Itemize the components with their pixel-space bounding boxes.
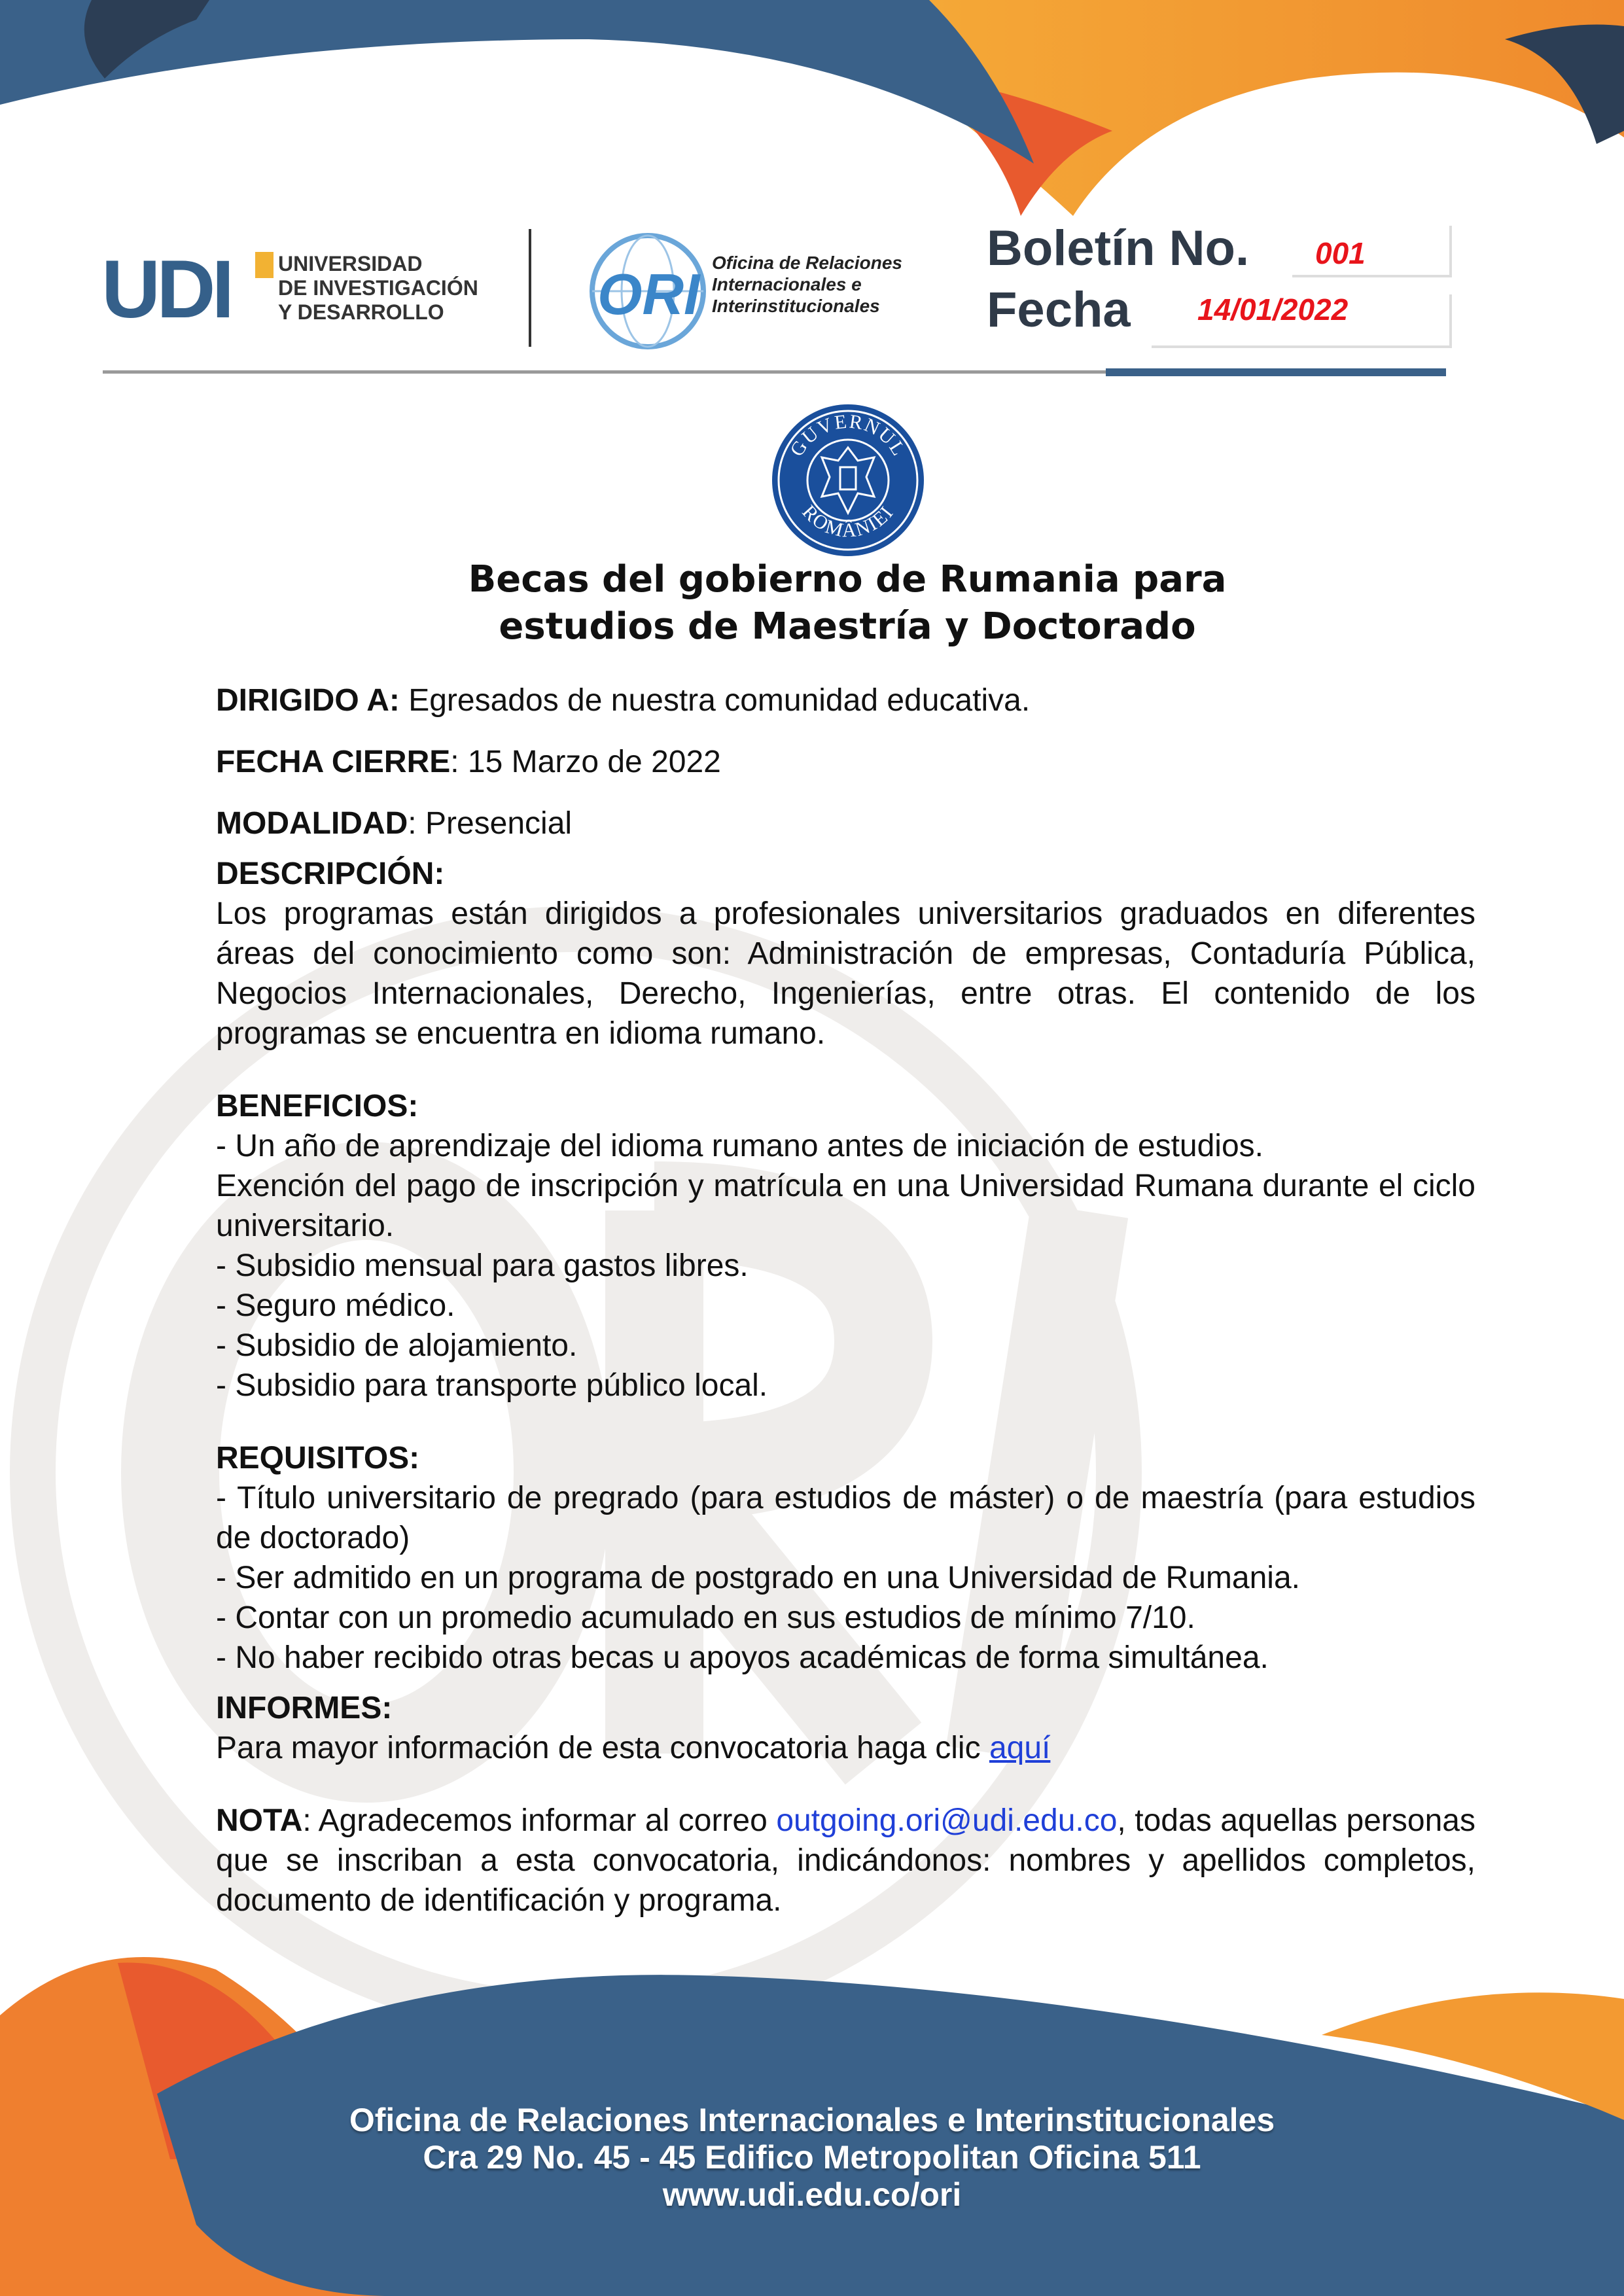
list-item: - Seguro médico. [216,1288,455,1323]
header-rule-accent [1106,368,1446,376]
field-modalidad [216,804,1475,843]
informes-link[interactable]: aquí [989,1731,1051,1765]
title-line: estudios de Maestría y Doctorado [499,605,1196,648]
list-item: - Ser admitido en un programa de postgrado en una Universidad de Rumania. [216,1561,1300,1595]
footer-address: Cra 29 No. 45 - 45 Edifico Metropolitan Oficina 511 [423,2139,1201,2176]
ori-mark: ORI [597,262,700,327]
list-item: - Un año de aprendizaje del idioma rumano antes de iniciación de estudios. [216,1129,1263,1163]
udi-logo-accent [255,252,274,278]
descripcion-text: Los programas están dirigidos a profesionales universitarios graduados en diferentes áreas del conocimiento como son: Administración de empresas, Contaduría Pública, Negocios Internacionales, Derecho, Ingenierías, entre otras. El contenido de los programas se encuentra en idioma rumano. [216,896,1475,1051]
ori-globe-icon [586,222,710,353]
list-item: - Subsidio de alojamiento. [216,1328,578,1363]
section-descripcion [216,854,1475,1053]
svg-text:GUVERNUL: GUVERNUL [786,410,910,461]
list-item: - Título universitario de pregrado (para estudios de máster) o de maestría (para estudios de doctorado) [216,1481,1475,1555]
dirigido-value: Egresados de nuestra comunidad educativa. [399,683,1031,718]
ori-line: Internacionales e [712,274,862,294]
list-item: Exención del pago de inscripción y matrícula en una Universidad Rumana durante el ciclo universitario. [216,1169,1475,1243]
field-fecha-cierre [216,742,1475,782]
section-beneficios [216,1086,1475,1405]
modalidad-value: : Presencial [408,806,573,841]
udi-line: UNIVERSIDAD [278,252,423,275]
title-line: Becas del gobierno de Rumania para [468,558,1227,601]
list-item: - Subsidio mensual para gastos libres. [216,1248,749,1283]
modalidad-label: MODALIDAD [216,806,408,841]
nota-text: , todas aquellas personas que se inscriban a esta convocatoria, indicándonos: nombres y apellidos completos, documento de identificación y programa. [216,1803,1476,1918]
fecha-label: Fecha [987,282,1131,338]
list-item: - Contar con un promedio acumulado en sus estudios de mínimo 7/10. [216,1600,1195,1635]
ori-logo-text [712,252,902,317]
cierre-value: : 15 Marzo de 2022 [450,745,721,779]
nota-label: NOTA [216,1803,303,1838]
section-requisitos [216,1438,1475,1678]
udi-line: Y DESARROLLO [278,300,444,324]
field-dirigido [216,680,1475,720]
body-content [216,680,1475,1920]
header-rule [103,370,1110,374]
footer [0,2102,1624,2214]
footer-website[interactable]: www.udi.edu.co/ori [662,2176,962,2213]
footer-office: Oficina de Relaciones Internacionales e Interinstitucionales [349,2102,1275,2138]
udi-line: DE INVESTIGACIÓN [278,276,478,300]
page-title [0,556,1624,650]
boletin-value: 001 [1315,236,1366,270]
requisitos-heading: REQUISITOS: [216,1441,420,1475]
dirigido-label: DIRIGIDO A: [216,683,400,718]
ori-line: Interinstitucionales [712,296,880,316]
beneficios-heading: BENEFICIOS: [216,1089,419,1123]
fecha-value: 14/01/2022 [1197,292,1349,327]
ori-line: Oficina de Relaciones [712,253,902,273]
list-item: - Subsidio para transporte público local. [216,1368,768,1403]
romanian-government-seal [769,402,927,559]
email-link[interactable]: outgoing.ori@udi.edu.co [776,1803,1118,1838]
informes-text: Para mayor información de esta convocatoria haga clic [216,1731,989,1765]
nota-text: : Agradecemos informar al correo [302,1803,777,1838]
svg-text:ROMÂNIEI: ROMÂNIEI [798,501,898,542]
section-informes [216,1688,1475,1768]
descripcion-heading: DESCRIPCIÓN: [216,857,445,891]
informes-heading: INFORMES: [216,1691,393,1725]
section-nota [216,1801,1475,1920]
list-item: - No haber recibido otras becas u apoyos académicas de forma simultánea. [216,1640,1269,1675]
udi-logo-text [278,252,478,325]
boletin-label: Boletín No. [987,221,1250,276]
logo-divider [529,229,531,347]
cierre-label: FECHA CIERRE [216,745,451,779]
udi-logo-mark: UDI [101,244,231,335]
